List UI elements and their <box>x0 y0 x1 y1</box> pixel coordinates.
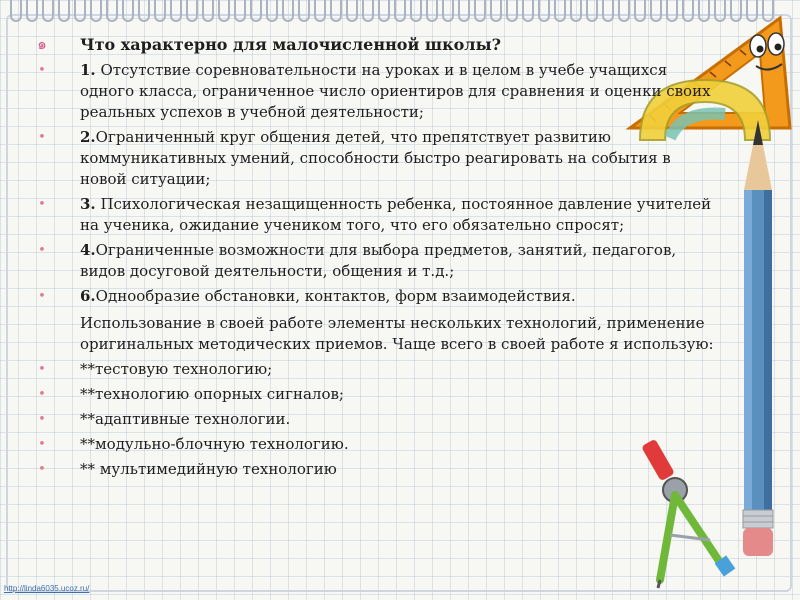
binding-ring <box>586 0 598 22</box>
item-text: Отсутствие соревновательности на уроках и в целом в учебе учащихся одного класса, ограниченное число ориентиров для сравнения и оценки своих реальных успехов в учебной деятельности; <box>80 61 711 121</box>
technologies-paragraph: Использование в своей работе элементы нескольких технологий, применение оригинальных методических приемов. Чаще всего в своей работе я использую: <box>80 314 714 353</box>
list-item <box>30 127 720 190</box>
bullet-icon: • <box>38 437 46 452</box>
item-number: 4. <box>80 241 96 259</box>
item-text: Психологическая незащищенность ребенка, постоянное давление учителей на ученика, ожидание учеником того, что его обязательно спросят; <box>80 195 712 234</box>
tech-text: ** мультимедийную технологию <box>80 460 337 478</box>
binding-ring <box>26 0 38 22</box>
binding-ring <box>570 0 582 22</box>
binding-ring <box>474 0 486 22</box>
binding-ring <box>10 0 22 22</box>
bullet-icon: • <box>38 130 46 145</box>
problems-list <box>30 34 720 307</box>
list-item <box>30 286 720 307</box>
item-text: Ограниченный круг общения детей, что препятствует развитию коммуникативных умений, способности быстро реагировать на события в новой ситуации; <box>80 128 671 188</box>
binding-ring <box>410 0 422 22</box>
bullet-icon: • <box>38 362 46 377</box>
footer-link[interactable]: http://linda6035.ucoz.ru/ <box>4 584 90 593</box>
bullet-icon: • <box>38 197 46 212</box>
list-item <box>30 359 720 380</box>
list-item <box>30 384 720 405</box>
list-item <box>30 194 720 236</box>
bullet-icon: • <box>38 289 46 304</box>
binding-ring <box>170 0 182 22</box>
list-item <box>30 60 720 123</box>
binding-ring <box>90 0 102 22</box>
binding-ring <box>250 0 262 22</box>
list-item <box>30 459 720 480</box>
bullet-icon: ๑ <box>37 35 47 53</box>
binding-ring <box>314 0 326 22</box>
item-number: 6. <box>80 287 96 305</box>
list-item <box>30 34 720 56</box>
slide-title: Что характерно для малочисленной школы? <box>80 35 501 54</box>
bullet-icon: • <box>38 387 46 402</box>
bullet-icon: • <box>38 462 46 477</box>
tech-text: **модульно-блочную технологию. <box>80 435 349 453</box>
binding-ring <box>442 0 454 22</box>
binding-ring <box>426 0 438 22</box>
item-number: 1. <box>80 61 96 79</box>
bullet-icon: • <box>38 412 46 427</box>
technologies-list <box>30 359 720 480</box>
item-number: 3. <box>80 195 96 213</box>
binding-ring <box>138 0 150 22</box>
binding-ring <box>330 0 342 22</box>
item-text: Однообразие обстановки, контактов, форм взаимодействия. <box>95 287 576 305</box>
binding-ring <box>522 0 534 22</box>
tech-text: **тестовую технологию; <box>80 360 273 378</box>
binding-ring <box>298 0 310 22</box>
binding-ring <box>362 0 374 22</box>
binding-ring <box>282 0 294 22</box>
binding-ring <box>202 0 214 22</box>
list-item <box>30 240 720 282</box>
binding-ring <box>266 0 278 22</box>
binding-ring <box>218 0 230 22</box>
tech-text: **адаптивные технологии. <box>80 410 291 428</box>
binding-ring <box>154 0 166 22</box>
slide-content <box>30 34 720 484</box>
list-item <box>30 409 720 430</box>
binding-ring <box>186 0 198 22</box>
binding-ring <box>346 0 358 22</box>
binding-ring <box>458 0 470 22</box>
tech-text: **технологию опорных сигналов; <box>80 385 344 403</box>
binding-ring <box>234 0 246 22</box>
item-text: Ограниченные возможности для выбора предметов, занятий, педагогов, видов досуговой деятельности, общения и т.д.; <box>80 241 677 280</box>
binding-ring <box>106 0 118 22</box>
binding-ring <box>58 0 70 22</box>
bullet-icon: • <box>38 63 46 78</box>
binding-ring <box>42 0 54 22</box>
bullet-icon: • <box>38 243 46 258</box>
binding-ring <box>74 0 86 22</box>
binding-ring <box>538 0 550 22</box>
binding-ring <box>378 0 390 22</box>
binding-ring <box>122 0 134 22</box>
binding-ring <box>554 0 566 22</box>
item-number: 2. <box>80 128 96 146</box>
binding-ring <box>394 0 406 22</box>
binding-ring <box>506 0 518 22</box>
list-item <box>30 434 720 455</box>
binding-ring <box>490 0 502 22</box>
